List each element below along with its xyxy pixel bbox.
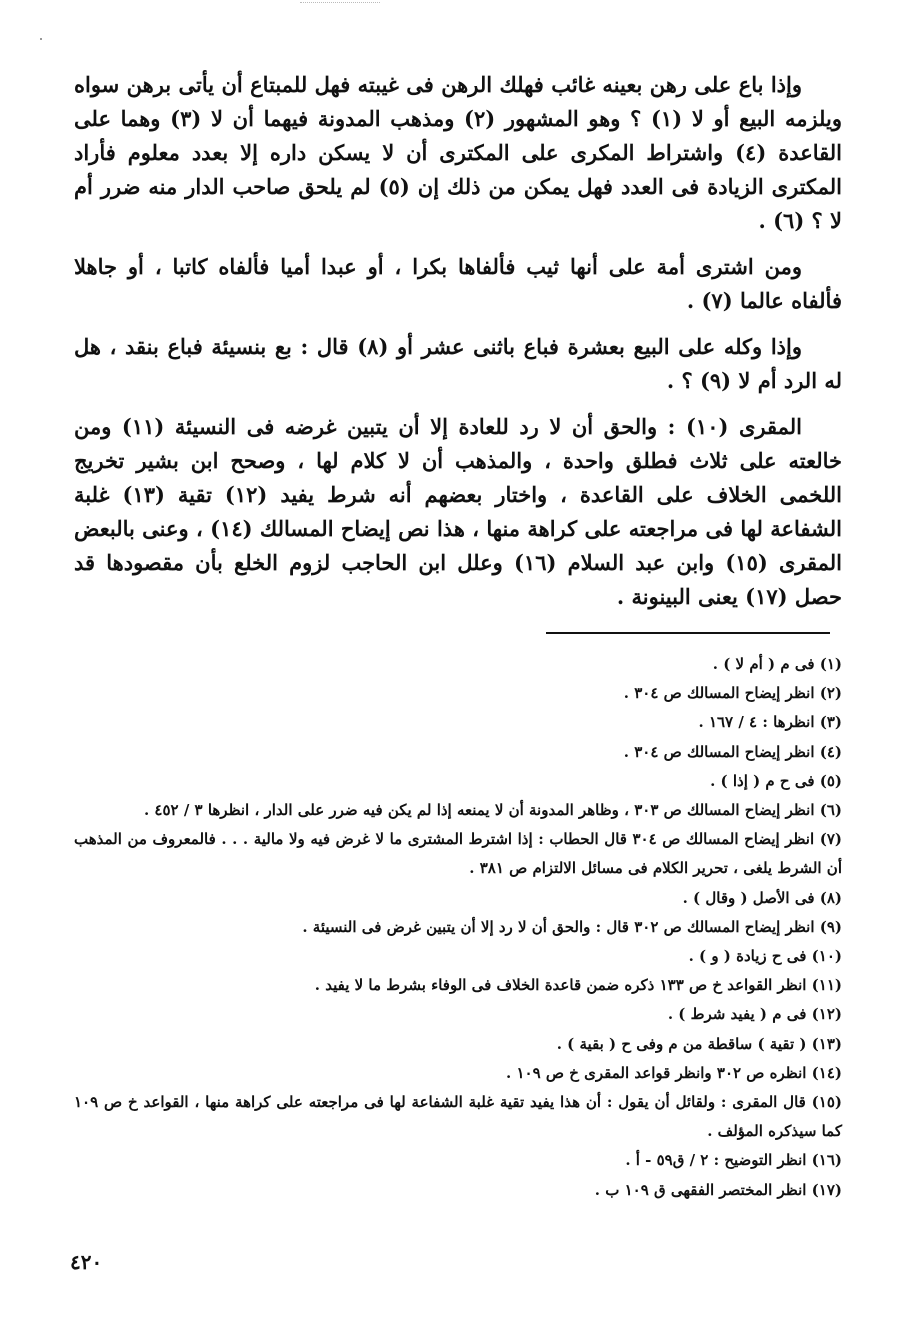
- main-text: [74, 68, 842, 626]
- footnote: (٣) انظرها : ٤ / ١٦٧ .: [698, 713, 842, 732]
- footnote: (١٣) ( تقية ) ساقطة من م وفى ح ( بقية ) .: [556, 1034, 842, 1053]
- footnote-separator: [546, 632, 830, 634]
- footnote: (٩) انظر إيضاح المسالك ص ٣٠٢ قال : والحق أن لا رد إلا أن يتبين غرض فى النسيئة .: [302, 917, 842, 936]
- footnote: (١٢) فى م ( يفيد شرط ) .: [667, 1005, 842, 1024]
- footnote: (٨) فى الأصل ( وقال ) .: [682, 888, 842, 907]
- footnote: (٧) انظر إيضاح المسالك ص ٣٠٤ قال الحطاب : إذا اشترط المشترى ما لا غرض فيه ولا مالية . . . فالمعروف من المذهب أن الشرط يلغى ، تحرير الكلام فى مسائل الالتزام ص ٣٨١ .: [74, 830, 842, 878]
- footnote: (٢) انظر إيضاح المسالك ص ٣٠٤ .: [623, 684, 842, 703]
- footnote: (١٤) انظره ص ٣٠٢ وانظر قواعد المقرى خ ص ١٠٩ .: [506, 1063, 842, 1082]
- footnote: (٤) انظر إيضاح المسالك ص ٣٠٤ .: [623, 742, 842, 761]
- paragraph: وإذا باع على رهن بعينه غائب فهلك الرهن فى غيبته فهل للمبتاع أن يأتى برهن سواه ويلزمه البيع أو لا (١) ؟ وهو المشهور (٢) ومذهب المدونة فيهما أن لا (٣) وهما على القاعدة (٤) واشتراط المكرى على المكترى أن لا يسكن داره إلا بعدد معلوم فأراد المكترى الزيادة فى العدد فهل يمكن من ذلك إن (٥) لم يلحق صاحب الدار منه ضرر أم لا ؟ (٦) .: [74, 72, 843, 233]
- scan-mark: [300, 2, 380, 3]
- page-number: ٤٢٠: [70, 1250, 103, 1274]
- footnote: (١) فى م ( أم لا ) .: [712, 655, 842, 673]
- footnotes: [74, 650, 842, 1205]
- footnote: (١٧) انظر المختصر الفقهى ق ١٠٩ ب .: [594, 1180, 842, 1199]
- footnote: (١٥) قال المقرى : ولقائل أن يقول : أن هذا يفيد تقية غلبة الشفاعة لها فى مراجعته على كراهة منها ، القواعد خ ص ١٠٩ كما سيذكره المؤلف .: [74, 1093, 842, 1141]
- paragraph: وإذا وكله على البيع بعشرة فباع باثنى عشر أو (٨) قال : بع بنسيئة فباع بنقد ، هل له الرد أم لا (٩) ؟ .: [74, 334, 842, 393]
- footnote: (٥) فى ح م ( إذا ) .: [710, 771, 842, 790]
- footnote: (١٦) انظر التوضيح : ٢ / ق٥٩ - أ .: [625, 1151, 842, 1170]
- footnote: (٦) انظر إيضاح المسالك ص ٣٠٣ ، وظاهر المدونة أن لا يمنعه إذا لم يكن فيه ضرر على الدار ، انظرها ٣ / ٤٥٢ .: [143, 801, 842, 820]
- footnote: (١١) انظر القواعد خ ص ١٣٣ ذكره ضمن قاعدة الخلاف فى الوفاء بشرط ما لا يفيد .: [314, 976, 842, 995]
- paragraph: ومن اشترى أمة على أنها ثيب فألفاها بكرا ، أو عبدا أميا فألفاه كاتبا ، أو جاهلا فألفاه عالما (٧) .: [74, 254, 842, 313]
- scan-speck: [40, 38, 42, 40]
- footnote: (١٠) فى ح زيادة ( و ) .: [688, 947, 842, 966]
- paragraph: المقرى (١٠) : والحق أن لا رد للعادة إلا أن يتبين غرضه فى النسيئة (١١) ومن خالعته على ثلاث فطلق واحدة ، والمذهب أن لا كلام لها ، وصحح ابن بشير تخريج اللخمى الخلاف على القاعدة ، واختار بعضهم أنه شرط يفيد (١٢) تقية (١٣) غلبة الشفاعة لها فى مراجعته على كراهة منها ، هذا نص إيضاح المسالك (١٤) ، وعنى بالبعض المقرى (١٥) وابن عبد السلام (١٦) وعلل ابن الحاجب لزوم الخلع بأن مقصودها قد حصل (١٧) يعنى البينونة .: [74, 414, 843, 609]
